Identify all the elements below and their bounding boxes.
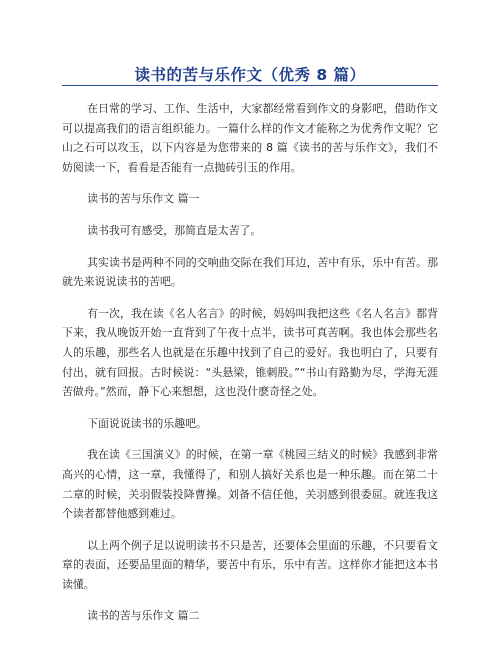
- section-heading-2: 读书的苦与乐作文 篇二: [87, 609, 200, 623]
- body-paragraph: 其实读书是两种不同的交响曲交际在我们耳边，苦中有乐，乐中有苦。那就先来说说读书的苦吧。: [62, 255, 438, 289]
- title-underline: [62, 85, 438, 86]
- document-title: 读书的苦与乐作文（优秀 8 篇）: [134, 66, 366, 84]
- body-paragraph: 我在读《三国演义》的时候，在第一章《桃园三结义的时候》我感到非常高兴的心情，这一章，我懂得了，和别人搞好关系也是一种乐趣。而在第二十二章的时候，关羽假装投降曹操。刘备不信任他，关羽感到很委屈。就连我这个读者都替他感到难过。: [62, 448, 438, 521]
- body-paragraph: 下面说说读书的乐趣吧。: [87, 416, 207, 430]
- section-heading-1: 读书的苦与乐作文 篇一: [87, 192, 200, 206]
- body-paragraph: 以上两个例子足以说明读书不只是苦，还要体会里面的乐趣，不只要看文章的表面，还要品里面的精华，要苦中有乐，乐中有苦。这样你才能把这本书读懂。: [62, 538, 438, 591]
- body-paragraph: 有一次，我在读《名人名言》的时候，妈妈叫我把这些《名人名言》都背下来，我从晚饭开始一直背到了午夜十点半，读书可真苦啊。我也体会那些名人的乐趣，那些名人也就是在乐趣中找到了自己的爱好。我也明白了，只要有付出，就有回报。古时候说：“头悬梁，锥刺股。”“书山有路勤为尽，学海无涯苦做舟。”然而，静下心来想想，这也没什麽奇怪之处。: [62, 306, 438, 399]
- document-body: [62, 99, 438, 638]
- intro-paragraph: 在日常的学习、工作、生活中，大家都经常看到作文的身影吧，借助作文可以提高我们的语言组织能力。一篇什么样的作文才能称之为优秀作文呢？它山之石可以攻玉，以下内容是为您带来的 8 篇《读书的苦与乐作文》，我们不妨阅读一下，看看是否能有一点抛砖引玉的作用。: [62, 102, 438, 174]
- body-paragraph: 读书我可有感受，那简直是太苦了。: [87, 223, 262, 237]
